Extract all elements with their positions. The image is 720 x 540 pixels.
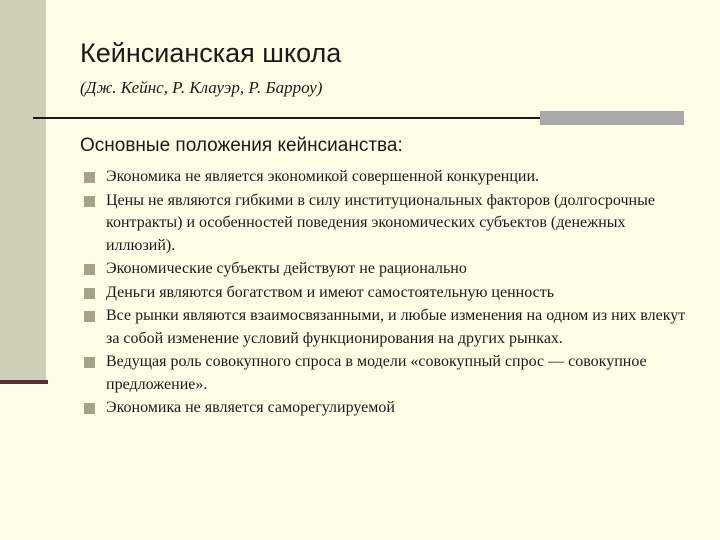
left-decorative-bar <box>0 0 46 382</box>
bullet-list <box>84 166 694 421</box>
bullet-text: Экономика не является экономикой совершенной конкуренции. <box>106 168 540 185</box>
bullet-text: Ведущая роль совокупного спроса в модели «совокупный спрос — совокупное предложение». <box>106 353 647 393</box>
bullet-text: Экономические субъекты действуют не рационально <box>106 260 467 277</box>
bullet-item <box>84 258 694 281</box>
square-bullet-icon <box>84 288 95 299</box>
title-divider-block <box>540 111 684 125</box>
slide-title: Кейнсианская школа <box>80 38 342 68</box>
section-heading: Основные положения кейнсианства: <box>80 135 403 156</box>
square-bullet-icon <box>84 196 95 207</box>
bullet-item <box>84 351 694 396</box>
bullet-text: Деньги являются богатством и имеют самостоятельную ценность <box>106 283 554 301</box>
square-bullet-icon <box>84 311 95 322</box>
bullet-item <box>84 305 694 350</box>
left-bar-accent <box>0 380 48 384</box>
square-bullet-icon <box>84 357 95 368</box>
bullet-item <box>84 190 694 258</box>
square-bullet-icon <box>84 264 95 275</box>
bullet-text: Все рынки являются взаимосвязанными, и любые изменения на одном из них влекут за собой изменение условий функционирования на других рынках. <box>106 307 686 347</box>
square-bullet-icon <box>84 172 95 183</box>
bullet-item <box>84 397 694 420</box>
bullet-text: Экономика не является саморегулируемой <box>106 399 395 416</box>
bullet-text: Цены не являются гибкими в силу институциональных факторов (долгосрочные контракты) и особенностей поведения экономических субъектов (денежных иллюзий). <box>106 191 655 254</box>
bullet-item <box>84 282 694 305</box>
bullet-item <box>84 166 694 189</box>
slide-subtitle: (Дж. Кейнс, Р. Клауэр, Р. Барроу) <box>80 78 323 97</box>
square-bullet-icon <box>84 403 95 414</box>
